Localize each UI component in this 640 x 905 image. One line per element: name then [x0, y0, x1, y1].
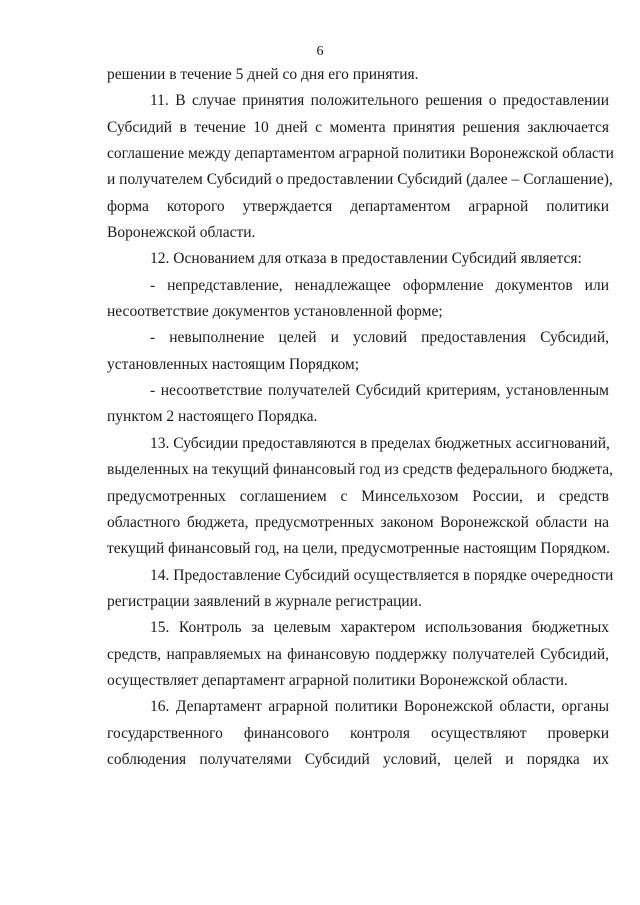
text-line: 11. В случае принятия положительного решения о предоставлении — [150, 92, 609, 110]
text-line: пунктом 2 настоящего Порядка. — [107, 408, 318, 426]
text-line: установленных настоящим Порядком; — [107, 355, 360, 373]
text-line: предусмотренных соглашением с Минсельхозом России, и средств — [107, 487, 609, 505]
text-line: 16. Департамент аграрной политики Воронежской области, органы — [150, 698, 609, 716]
document-body — [107, 62, 614, 773]
text-line: 13. Субсидии предоставляются в пределах бюджетных ассигнований, — [150, 434, 610, 452]
text-line: 12. Основанием для отказа в предоставлении Субсидий является: — [150, 250, 582, 268]
text-line: несоответствие документов установленной форме; — [107, 303, 443, 321]
text-line: Воронежской области. — [107, 224, 256, 242]
text-line: осуществляет департамент аграрной политики Воронежской области. — [107, 671, 568, 689]
text-line: Субсидий в течение 10 дней с момента принятия решения заключается — [107, 118, 609, 136]
text-line: - невыполнение целей и условий предоставления Субсидий, — [150, 329, 609, 347]
text-line: областного бюджета, предусмотренных законом Воронежской области на — [107, 513, 609, 531]
text-line: решении в течение 5 дней со дня его принятия. — [107, 66, 419, 83]
text-line: соблюдения получателями Субсидий условий, целей и порядка их — [107, 750, 609, 768]
text-line: форма которого утверждается департаментом аграрной политики — [107, 197, 609, 215]
text-line: 15. Контроль за целевым характером использования бюджетных — [150, 619, 609, 637]
text-line: выделенных на текущий финансовый год из средств федерального бюджета, — [107, 461, 613, 479]
page-number: 6 — [316, 44, 324, 59]
text-line: - непредставление, ненадлежащее оформление документов или — [150, 276, 609, 294]
text-line: соглашение между департаментом аграрной политики Воронежской области — [107, 145, 614, 163]
text-line: средств, направляемых на финансовую поддержку получателей Субсидий, — [107, 645, 609, 663]
text-line: 14. Предоставление Субсидий осуществляется в порядке очередности — [150, 566, 614, 584]
text-line: текущий финансовый год, на цели, предусмотренные настоящим Порядком. — [107, 540, 611, 558]
text-line: государственного финансового контроля осуществляют проверки — [107, 724, 609, 742]
text-line: регистрации заявлений в журнале регистрации. — [107, 592, 422, 610]
text-line: - несоответствие получателей Субсидий критериям, установленным — [150, 382, 609, 400]
text-line: и получателем Субсидий о предоставлении Субсидий (далее – Соглашение), — [107, 171, 613, 189]
